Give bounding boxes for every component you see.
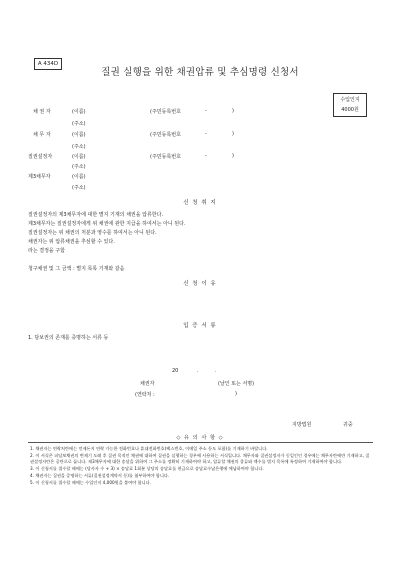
id-close: ) xyxy=(232,153,234,159)
id-dash: - xyxy=(205,131,207,137)
note-item: 2. 이 서식은 피담보채권의 변제기 도래 후 질권 목적인 채권에 대하여 질권을 실행하는 경우에 사용하는 서식입니다. 채무자와 질권설정자가 동일인인 경우에는 채무자란에만 기재하고, 질권설정자란은 공란으로 둡니다. 제3채무자에 대한 송달을 위하여 그 주소를 정확히 기재하여야 하고, 압류할 채권의 종류와 액수를 별지 목록에 특정하여 기재하여야 합니다. xyxy=(30,453,370,465)
page-title: 질권 실행을 위한 채권압류 및 추심명령 신청서 xyxy=(101,67,299,78)
stamp-amount: 4000원 xyxy=(341,107,359,113)
id-label: (주민등록번호 xyxy=(150,154,181,160)
evidence-heading: 입 증 서 류 xyxy=(183,323,217,329)
party-role: 제3채무자 xyxy=(28,174,51,180)
note-item: 4. 채권자는 질권을 증명하는 서류(질권설정계약서 등)를 첨부하여야 합니다. xyxy=(30,473,170,479)
id-label: (주민등록번호 xyxy=(150,132,181,138)
note-item: 3. 이 신청서를 접수할 때에는 (당사자 수 + 3) × 송달료 1회분 상당의 송달료를 현금으로 송달료수납은행에 예납하여야 합니다. xyxy=(30,466,264,472)
purpose-line: 라는 결정을 구함 xyxy=(28,248,65,254)
note-item: 5. 이 신청서를 접수할 때에는 수입인지 4,000원을 붙여야 합니다. xyxy=(30,480,152,486)
party-role: 채 권 자 xyxy=(33,109,51,115)
divider-line xyxy=(28,442,373,443)
date-dot: . xyxy=(215,368,217,374)
address-label: (주소) xyxy=(72,144,86,150)
reason-heading: 신 청 이 유 xyxy=(183,281,217,287)
id-label: (주민등록번호 xyxy=(150,109,181,115)
id-close: ) xyxy=(232,131,234,137)
purpose-heading: 신 청 취 지 xyxy=(183,200,217,206)
name-label: (이름) xyxy=(72,109,86,115)
court-suffix: 귀중 xyxy=(343,422,353,428)
party-role: 채 무 자 xyxy=(33,132,51,138)
notes-list xyxy=(30,446,370,487)
court-name: 지방법원 xyxy=(292,422,312,428)
address-label: (주소) xyxy=(72,164,86,170)
claim-line: 청구채권 및 그 금액 : 별지 목록 기재와 같음 xyxy=(28,266,125,272)
id-dash: - xyxy=(205,153,207,159)
evidence-item: 1. 담보권의 존재를 증명하는 서류 등 xyxy=(28,335,109,341)
contact-label: (연락처 : xyxy=(135,392,155,398)
purpose-line: 질권설정자의 제3채무자에 대한 별지 기재의 채권을 압류한다. xyxy=(28,212,164,218)
applicant-label: 채권자 xyxy=(140,381,155,387)
address-label: (주소) xyxy=(72,121,86,127)
signature-note: (날인 또는 서명) xyxy=(218,381,255,387)
revenue-stamp-box xyxy=(333,93,367,117)
id-dash: - xyxy=(205,108,207,114)
id-close: ) xyxy=(232,108,234,114)
name-label: (이름) xyxy=(72,132,86,138)
purpose-line: 질권설정자는 위 채권의 처분과 영수를 하여서는 아니 된다. xyxy=(28,230,157,236)
stamp-label: 수입인지 xyxy=(340,97,360,103)
party-role: 질권설정자 xyxy=(28,154,53,160)
address-label: (주소) xyxy=(72,185,86,191)
name-label: (이름) xyxy=(72,174,86,180)
note-item: 1. 채권자는 연락처란에는 언제든지 연락 가능한 전화번호나 휴대전화번호(팩스번호, 이메일 주소 등도 포함)를 기재하기 바랍니다. xyxy=(30,446,268,451)
name-label: (이름) xyxy=(72,154,86,160)
purpose-line: 제3채무자는 질권설정자에게 위 채권에 관한 지급을 하여서는 아니 된다. xyxy=(28,221,186,227)
date-dot: . xyxy=(197,368,199,374)
date-year: 20 xyxy=(172,368,179,374)
contact-close: ) xyxy=(235,391,237,397)
form-code-box: A 434D xyxy=(34,58,62,70)
purpose-line: 채권자는 위 압류채권을 추심할 수 있다. xyxy=(28,239,115,245)
notes-heading: ◇ 유 의 사 항 ◇ xyxy=(176,435,224,441)
